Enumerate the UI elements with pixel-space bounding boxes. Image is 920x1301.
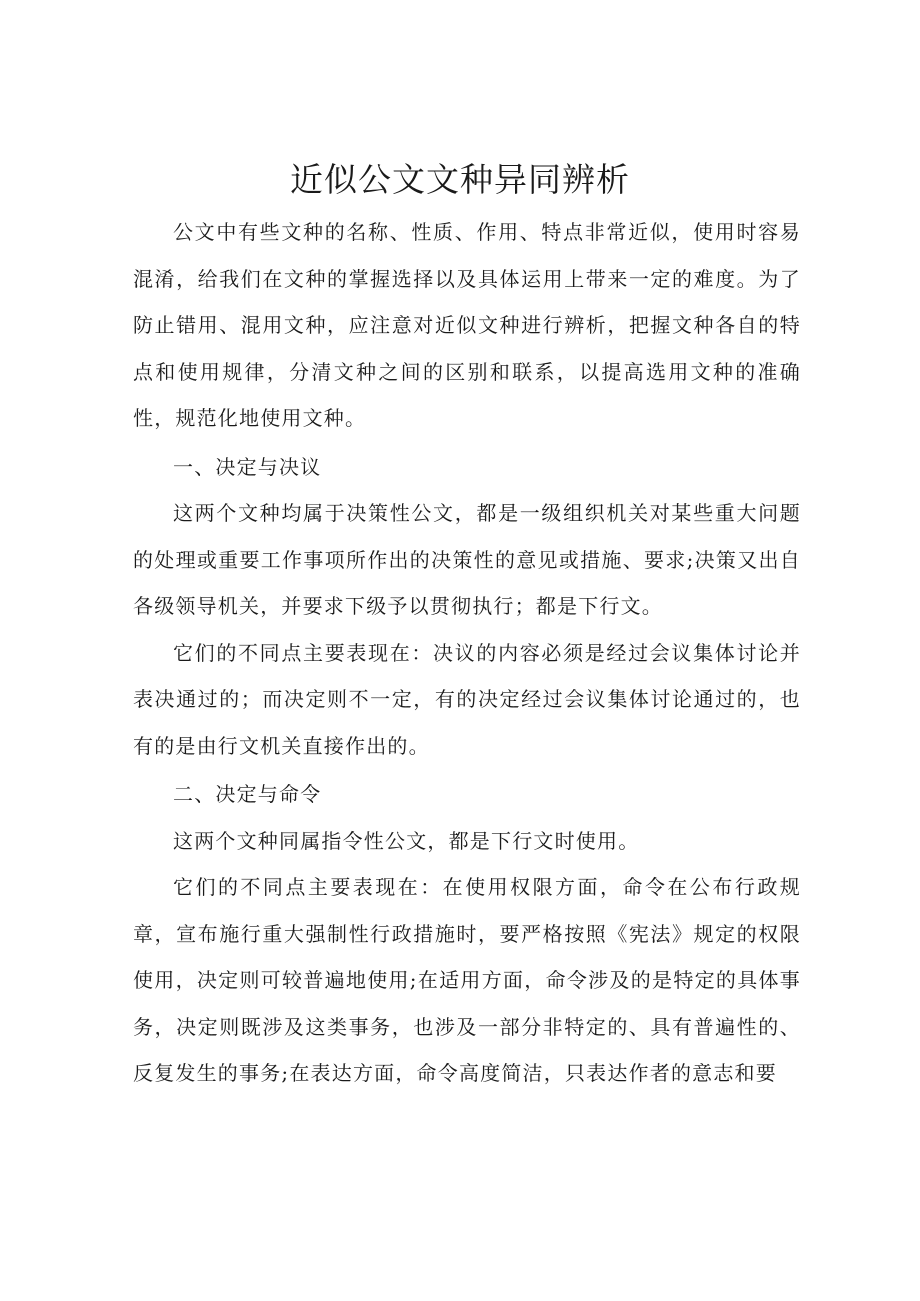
paragraph-intro: 公文中有些文种的名称、性质、作用、特点非常近似，使用时容易混淆，给我们在文种的掌握选择以及具体运用上带来一定的难度。为了防止错用、混用文种，应注意对近似文种进行辨析，把握文种各自的特点和使用规律，分清文种之间的区别和联系，以提高选用文种的准确性，规范化地使用文种。	[133, 220, 801, 430]
section-heading-1: 一、决定与决议	[173, 454, 322, 479]
section-heading-2: 二、决定与命令	[173, 782, 322, 806]
page-title: 近似公文文种异同辨析	[290, 160, 630, 199]
paragraph: 这两个文种同属指令性公文，都是下行文时使用。	[173, 828, 640, 853]
paragraph: 它们的不同点主要表现在：决议的内容必须是经过会议集体讨论并表决通过的；而决定则不一定，有的决定经过会议集体讨论通过的，也有的是由行文机关直接作出的。	[133, 640, 801, 758]
paragraph: 这两个文种均属于决策性公文，都是一级组织机关对某些重大问题的处理或重要工作事项所作出的决策性的意见或措施、要求;决策又出自各级领导机关，并要求下级予以贯彻执行；都是下行文。	[133, 501, 801, 618]
paragraph: 它们的不同点主要表现在：在使用权限方面，命令在公布行政规章，宣布施行重大强制性行政措施时，要严格按照《宪法》规定的权限使用，决定则可较普遍地使用;在适用方面，命令涉及的是特定的具体事务，决定则既涉及这类事务，也涉及一部分非特定的、具有普遍性的、反复发生的事务;在表达方面，命令高度简洁，只表达作者的意志和要	[133, 875, 801, 1085]
document-body	[133, 209, 801, 1097]
